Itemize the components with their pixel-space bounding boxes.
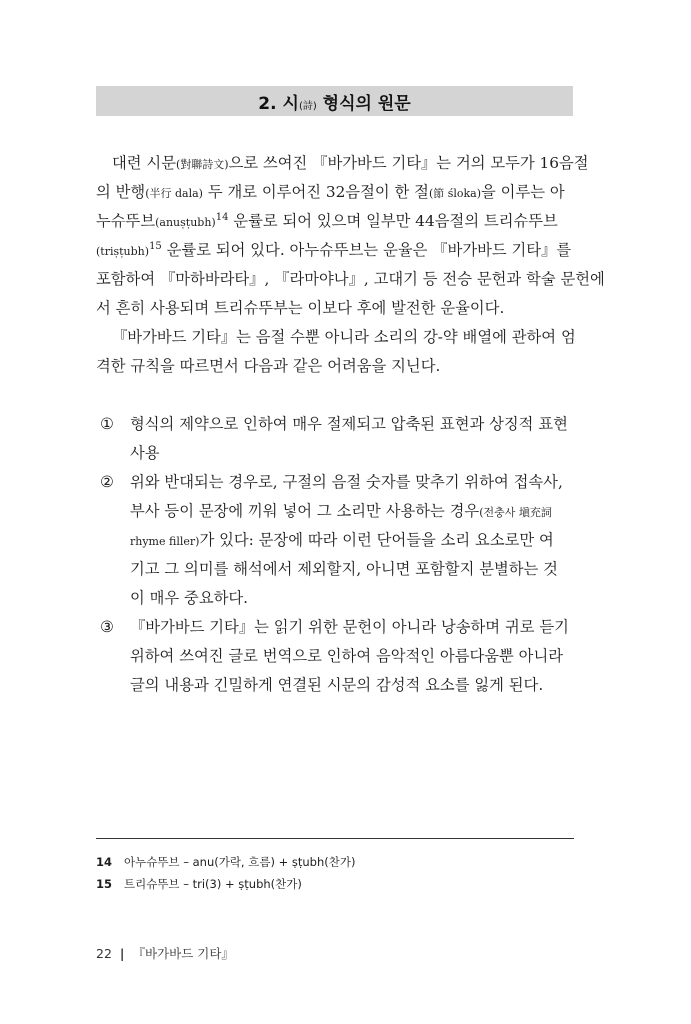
footnotes <box>96 851 355 895</box>
list-item <box>96 468 576 613</box>
footnote-text: 트리슈뚜브 – tri(3) + ṣṭubh(찬가) <box>124 877 302 891</box>
sanskrit-annotation: (triṣṭubh) <box>96 245 150 258</box>
list-item-number: ① <box>100 415 114 433</box>
list-item-line: 기고 그 의미를 해석에서 제외할지, 아니면 포함할지 분별하는 것 <box>130 560 558 578</box>
paragraph-line: 『바가바드 기타』는 음절 수뿐 아니라 소리의 강-약 배열에 관하여 엄 <box>112 328 576 346</box>
text-run: 의 반행 <box>96 183 146 201</box>
text-run: 부사 등이 문장에 끼워 넣어 그 소리만 사용하는 경우 <box>130 502 480 520</box>
footnote-text: 아누슈뚜브 – anu(가락, 흐름) + ṣṭubh(찬가) <box>124 855 356 869</box>
hanja-annotation: (節 śloka) <box>428 187 482 200</box>
list-item-number: ② <box>100 473 114 491</box>
list-item-line <box>96 526 576 555</box>
section-heading-bar <box>96 86 573 116</box>
list-item-line: 위와 반대되는 경우로, 구절의 음절 숫자를 맞추기 위하여 접속사, <box>130 473 563 491</box>
list-item-line: 『바가바드 기타』는 읽기 위한 문헌이 아니라 낭송하며 귀로 듣기 <box>130 618 569 636</box>
footnote-14 <box>96 851 355 873</box>
text-run: 운률로 되어 있으며 일부만 44음절의 트리슈뚜브 <box>228 212 558 230</box>
list-item <box>96 613 576 700</box>
heading-number: 2. 시 <box>258 93 299 114</box>
running-title: 『바가바드 기타』 <box>132 946 234 961</box>
heading-title: 형식의 원문 <box>316 93 411 114</box>
text-run: 을 이루는 아 <box>481 183 565 201</box>
footnote-divider <box>96 838 574 839</box>
body-paragraph-1 <box>96 149 605 323</box>
hanja-annotation: (對聯詩文) <box>175 158 229 171</box>
text-run: 누슈뚜브 <box>96 212 156 230</box>
body-paragraph-2 <box>96 323 576 381</box>
list-item <box>96 410 576 468</box>
paragraph-line: 서 흔히 사용되며 트리슈뚜부는 이보다 후에 발전한 운율이다. <box>96 299 505 317</box>
paragraph-line: 포함하여 『마하바라타』, 『라마야나』, 고대기 등 전승 문헌과 학술 문헌에 <box>96 270 605 288</box>
list-item-line: 글의 내용과 긴밀하게 연결된 시문의 감성적 요소를 잃게 된다. <box>130 676 544 694</box>
english-annotation: rhyme filler) <box>130 535 200 548</box>
list-item-line <box>96 497 576 526</box>
section-heading <box>258 89 410 114</box>
footnote-ref-15[interactable]: 15 <box>149 240 162 252</box>
paragraph-line <box>96 236 576 265</box>
text-run: 대련 시문 <box>112 154 176 172</box>
paragraph-line: 격한 규칙을 따르면서 다음과 같은 어려움을 지닌다. <box>96 357 441 375</box>
list-item-line: 형식의 제약으로 인하여 매우 절제되고 압축된 표현과 상징적 표현 <box>130 415 568 433</box>
list-item-line: 위하여 쓰여진 글로 번역으로 인하여 음악적인 아름다움뿐 아니라 <box>130 647 564 665</box>
sanskrit-annotation: (anuṣṭubh) <box>155 216 216 229</box>
hanja-annotation: (半行 dala) <box>145 187 203 200</box>
text-run: 가 있다: 문장에 따라 이런 단어들을 소리 요소로만 여 <box>199 531 554 549</box>
footer-separator: | <box>119 946 125 961</box>
numbered-list <box>96 410 576 700</box>
paragraph-line <box>96 207 576 236</box>
heading-hanja: (詩) <box>298 100 317 112</box>
list-item-number: ③ <box>100 618 114 636</box>
footnote-ref-14[interactable]: 14 <box>215 211 229 223</box>
text-run: 운률로 되어 있다. 아누슈뚜브는 운율은 『바가바드 기타』를 <box>161 241 572 259</box>
hanja-annotation: (전충사 塡充詞 <box>479 506 552 519</box>
paragraph-line <box>96 149 589 178</box>
footnote-15 <box>96 873 355 895</box>
page-footer <box>96 944 234 962</box>
page-number: 22 <box>96 946 112 961</box>
footnote-number: 14 <box>96 855 113 869</box>
text-run: 두 개로 이루어진 32음절이 한 절 <box>202 183 429 201</box>
list-item-line: 사용 <box>130 444 160 462</box>
text-run: 으로 쓰여진 『바가바드 기타』는 거의 모두가 16음절 <box>228 154 589 172</box>
paragraph-line <box>96 178 576 207</box>
list-item-line: 이 매우 중요하다. <box>130 589 249 607</box>
footnote-number: 15 <box>96 877 113 891</box>
